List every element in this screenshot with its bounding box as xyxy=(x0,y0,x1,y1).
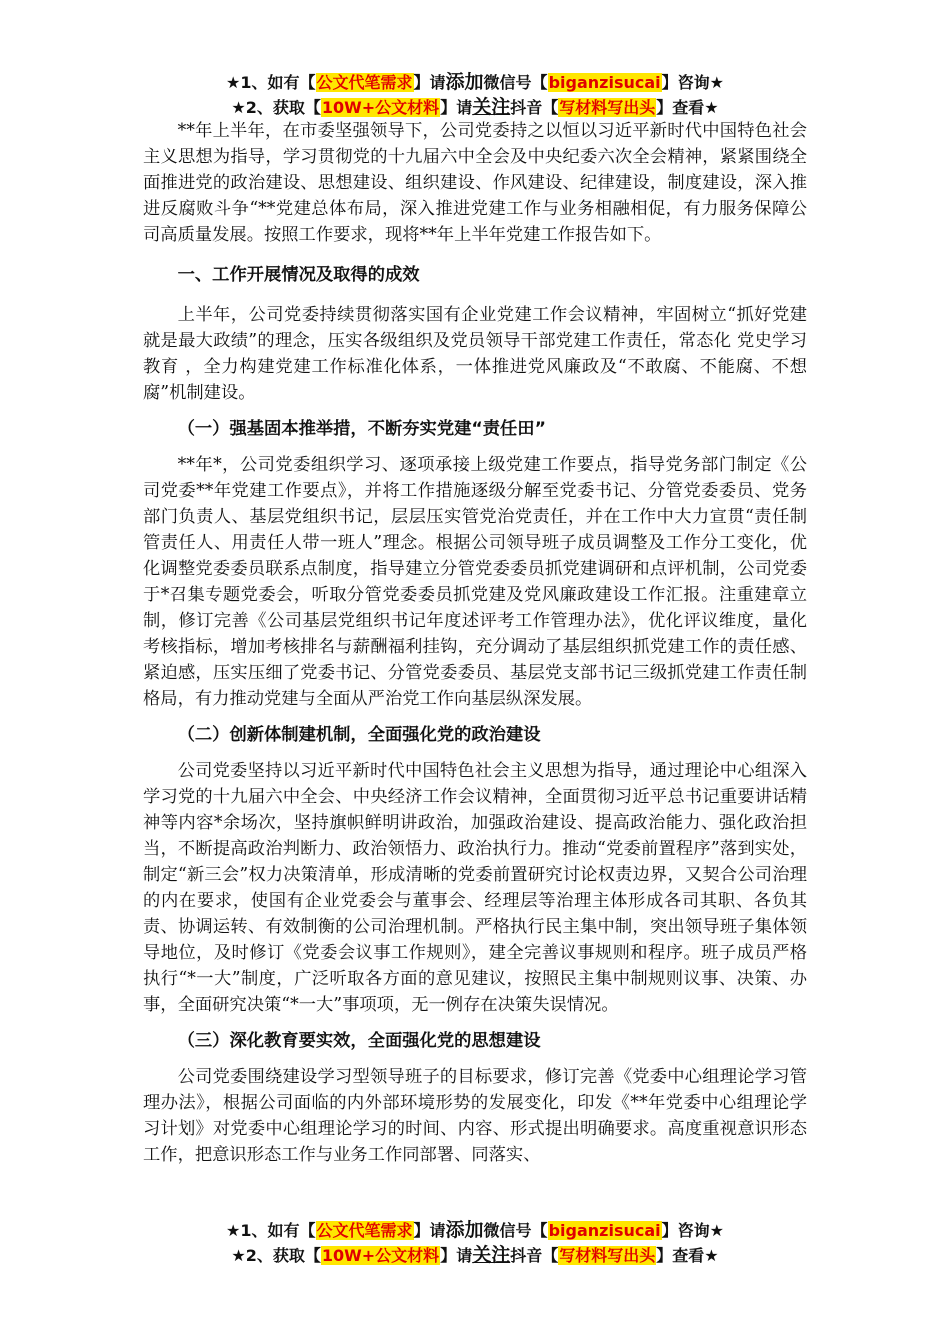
intro-paragraph: **年上半年，在市委坚强领导下，公司党委持之以恒以习近平新时代中国特色社会主义思想为指导，学习贯彻党的十九届六中全会及中央纪委六次全会精神，紧紧围绕全面推进党的政治建设、思想建设、组织建设、作风建设、纪律建设，制度建设，深入推进反腐败斗争“**党建总体布局，深入推进党建工作与业务相融相促，有力服务保障公司高质量发展。按照工作要求，现将**年上半年党建工作报告如下。 xyxy=(143,121,807,245)
banner-line-1 xyxy=(0,70,950,95)
paragraph-1: 上半年，公司党委持续贯彻落实国有企业党建工作会议精神，牢固树立“抓好党建就是最大政绩”的理念，压实各级组织及党员领导干部党建工作责任，常态化 党史学习教育 ，全力构建党建工作标准化体系，一体推进党风廉政及“不敢腐、不能腐、不想腐”机制建设。 xyxy=(143,305,807,403)
banner-text: 微信号【 xyxy=(483,73,548,92)
banner-highlight: 公文代笔需求 xyxy=(316,73,413,92)
banner-text: ★2、获取【 xyxy=(231,98,321,117)
subsection-heading-3: （三）深化教育要实效，全面强化党的思想建设 xyxy=(177,1031,541,1051)
banner-text: 】查看★ xyxy=(656,98,719,117)
banner-emphasis: 关注 xyxy=(472,1244,511,1266)
banner-text: 抖音【 xyxy=(510,1246,559,1265)
subsection-heading-2: （二）创新体制建机制，全面强化党的政治建设 xyxy=(177,725,541,745)
paragraph-2: **年*，公司党委组织学习、逐项承接上级党建工作要点，指导党务部门制定《公司党委**年党建工作要点》，并将工作措施逐级分解至党委书记、分管党委委员、党务部门负责人、基层党组织书记，层层压实管党治党责任，并在工作中大力宣贯“责任制管责任人、用责任人带一班人”理念。根据公司领导班子成员调整及工作分工变化，优化调整党委委员联系点制度，指导建立分管党委委员抓党建调研和点评机制，公司党委于*召集专题党委会，听取分管党委委员抓党建及党风廉政建设工作汇报。注重建章立制，修订完善《公司基层党组织书记年度述评考工作管理办法》，优化评议维度，量化考核指标，增加考核排名与薪酬福利挂钩，充分调动了基层组织抓党建工作的责任感、紧迫感，压实压细了党委书记、分管党委委员、基层党支部书记三级抓党建工作责任制格局，有力推动党建与全面从严治党工作向基层纵深发展。 xyxy=(143,455,807,709)
top-banner xyxy=(0,70,950,120)
banner-highlight: 写材料写出头 xyxy=(559,1246,656,1265)
banner-highlight: 10W+公文材料 xyxy=(321,98,440,117)
paragraph-3: 公司党委坚持以习近平新时代中国特色社会主义思想为指导，通过理论中心组深入学习党的十九届六中全会、中央经济工作会议精神，全面贯彻习近平总书记重要讲话精神等内容*余场次，坚持旗帜鲜明讲政治，加强政治建设、提高政治能力、强化政治担当，不断提高政治判断力、政治领悟力、政治执行力。推动“党委前置程序”落到实处，制定“新三会”权力决策清单，形成清晰的党委前置研究讨论权责边界，又契合公司治理的内在要求，使国有企业党委会与董事会、经理层等治理主体形成各司其职、各负其责、协调运转、有效制衡的公司治理机制。严格执行民主集中制，突出领导班子集体领导地位，及时修订《党委会议事工作规则》，建全完善议事规则和程序。班子成员严格执行“*一大”制度，广泛听取各方面的意见建议，按照民主集中制规则议事、决策、办事，全面研究决策“*一大”事项项，无一例存在决策失误情况。 xyxy=(143,761,807,1015)
banner-text: 】请 xyxy=(413,1221,446,1240)
banner-text: ★1、如有【 xyxy=(226,1221,316,1240)
banner-highlight: biganzisucai xyxy=(548,73,661,92)
banner-line-1 xyxy=(0,1218,950,1243)
banner-emphasis: 添加 xyxy=(445,1219,484,1241)
banner-text: 】请 xyxy=(440,1246,473,1265)
banner-highlight: biganzisucai xyxy=(548,1221,661,1240)
banner-text: ★2、获取【 xyxy=(231,1246,321,1265)
document-body xyxy=(143,118,807,1168)
section-heading-1: 一、工作开展情况及取得的成效 xyxy=(177,265,420,285)
banner-text: 】咨询★ xyxy=(661,73,724,92)
banner-text: 】咨询★ xyxy=(661,1221,724,1240)
bottom-banner xyxy=(0,1218,950,1268)
banner-highlight: 写材料写出头 xyxy=(559,98,656,117)
banner-emphasis: 关注 xyxy=(472,96,511,118)
banner-text: 微信号【 xyxy=(483,1221,548,1240)
banner-highlight: 10W+公文材料 xyxy=(321,1246,440,1265)
banner-text: 抖音【 xyxy=(510,98,559,117)
banner-emphasis: 添加 xyxy=(445,71,484,93)
banner-line-2 xyxy=(0,1243,950,1268)
banner-text: 】请 xyxy=(413,73,446,92)
banner-text: 】查看★ xyxy=(656,1246,719,1265)
banner-text: 】请 xyxy=(440,98,473,117)
paragraph-4: 公司党委围绕建设学习型领导班子的目标要求，修订完善《党委中心组理论学习管理办法》，根据公司面临的内外部环境形势的发展变化，印发《**年党委中心组理论学习计划》对党委中心组理论学习的时间、内容、形式提出明确要求。高度重视意识形态工作，把意识形态工作与业务工作同部署、同落实、 xyxy=(143,1067,807,1165)
banner-line-2 xyxy=(0,95,950,120)
banner-highlight: 公文代笔需求 xyxy=(316,1221,413,1240)
banner-text: ★1、如有【 xyxy=(226,73,316,92)
subsection-heading-1: （一）强基固本推举措，不断夯实党建“责任田” xyxy=(177,419,546,439)
